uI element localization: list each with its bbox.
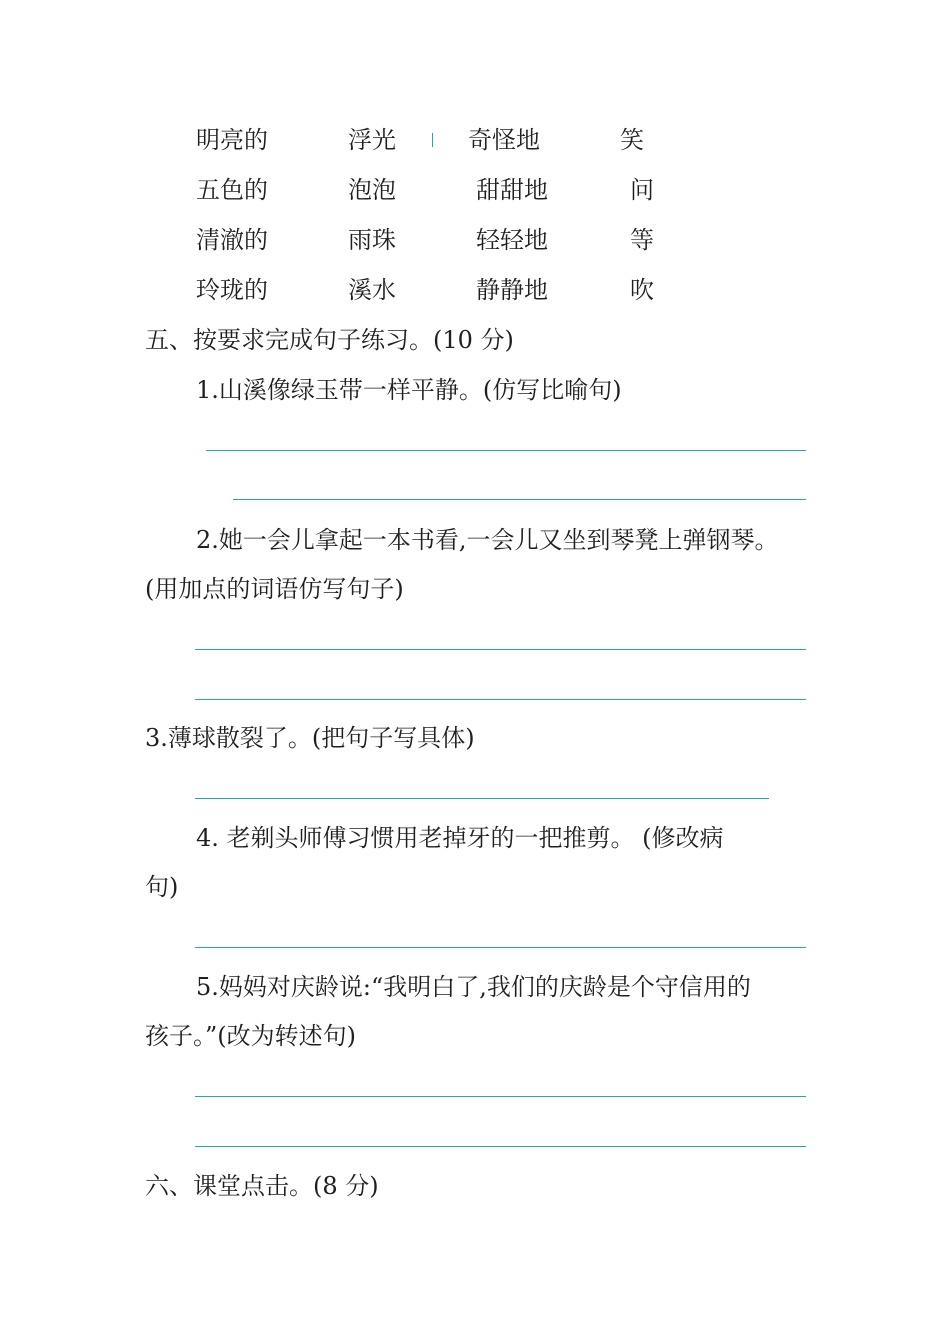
word-cell: 泡泡 [348, 176, 396, 204]
answer-line[interactable] [195, 699, 806, 700]
word-cell: 清澈的 [196, 226, 268, 254]
word-cell: 等 [630, 226, 654, 254]
answer-line[interactable] [206, 450, 806, 451]
word-cell: 明亮的 [196, 126, 268, 154]
word-cell: 雨珠 [348, 226, 396, 254]
question-1: 1.山溪像绿玉带一样平静。(仿写比喻句) [196, 376, 622, 404]
answer-line[interactable] [195, 1096, 806, 1097]
section-heading: 六、课堂点击。(8 分) [145, 1172, 379, 1200]
question-5-continuation: 孩子。”(改为转述句) [145, 1022, 356, 1050]
word-cell: 问 [630, 176, 654, 204]
section-heading: 五、按要求完成句子练习。(10 分) [145, 326, 514, 354]
question-4: 4. 老剃头师傅习惯用老掉牙的一把推剪。 (修改病 [196, 824, 724, 852]
divider-mark [432, 133, 433, 147]
question-5: 5.妈妈对庆龄说:“我明白了,我们的庆龄是个守信用的 [196, 973, 751, 1001]
word-cell: 浮光 [348, 126, 396, 154]
word-cell: 五色的 [196, 176, 268, 204]
answer-line[interactable] [195, 1146, 806, 1147]
word-cell: 甜甜地 [476, 176, 548, 204]
word-cell: 玲珑的 [196, 276, 268, 304]
answer-line[interactable] [233, 499, 806, 500]
question-4-continuation: 句) [145, 873, 179, 901]
word-cell: 奇怪地 [468, 126, 540, 154]
word-cell: 溪水 [348, 276, 396, 304]
answer-line[interactable] [195, 798, 769, 799]
question-3: 3.薄球散裂了。(把句子写具体) [145, 724, 475, 752]
answer-line[interactable] [195, 649, 806, 650]
word-cell: 静静地 [476, 276, 548, 304]
word-cell: 吹 [630, 276, 654, 304]
question-2-instruction: (用加点的词语仿写句子) [145, 575, 404, 603]
answer-line[interactable] [195, 947, 806, 948]
question-2: 2.她一会儿拿起一本书看,一会儿又坐到琴凳上弹钢琴。 [196, 526, 779, 554]
word-cell: 轻轻地 [476, 226, 548, 254]
word-cell: 笑 [620, 126, 644, 154]
